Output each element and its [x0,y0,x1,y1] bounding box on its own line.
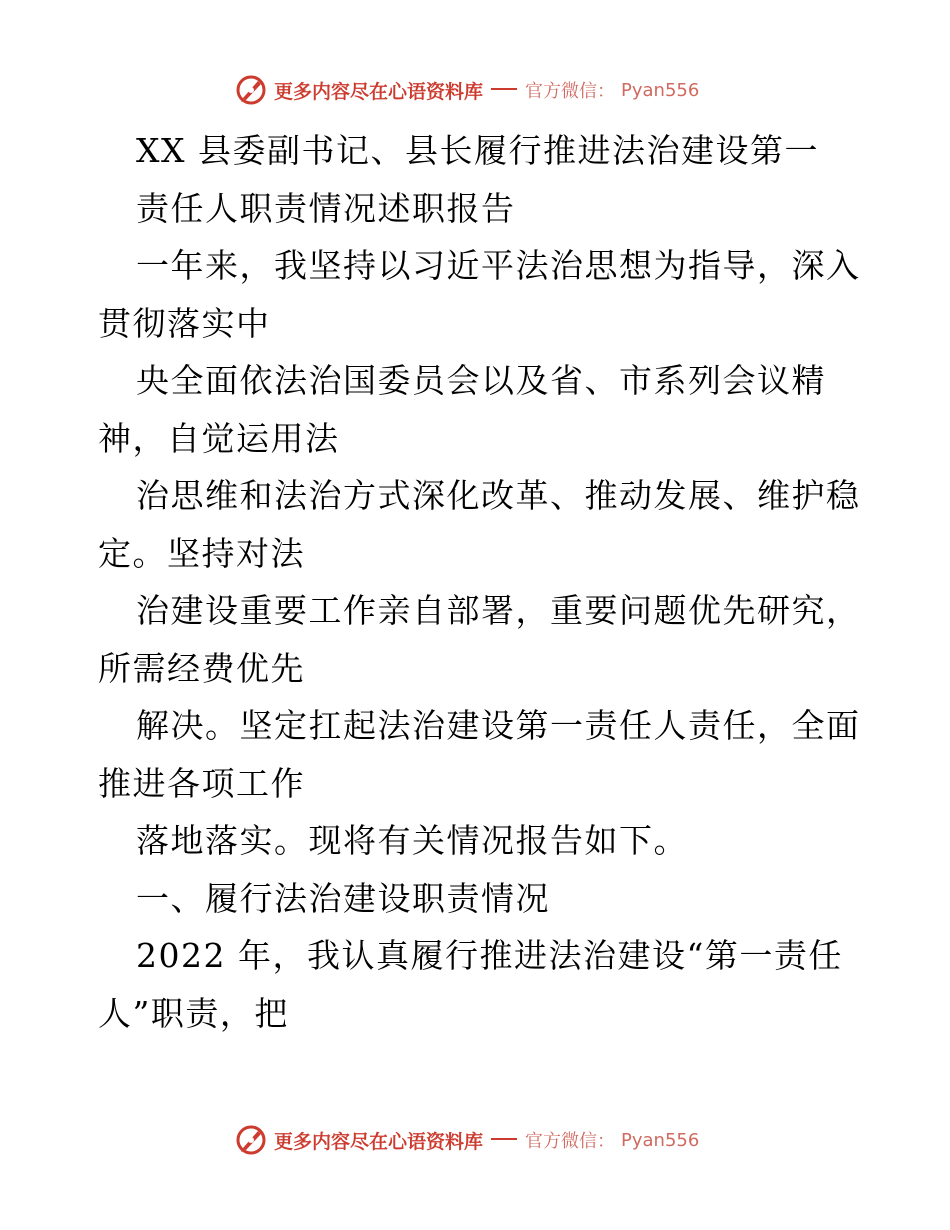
text-line: 所需经费优先 [98,648,305,688]
footer-watermark [234,1122,699,1158]
watermark-site-text: 更多内容尽在心语资料库 [274,80,484,103]
text-line: 治建设重要工作亲自部署，重要问题优先研究， [136,591,861,630]
text-line: 贯彻落实中 [98,303,271,343]
text-line: 人”职责，把 [98,993,289,1033]
section-heading: 一、履行法治建设职责情况 [136,878,550,918]
text-line: 央全面依法治国委员会以及省、市系列会议精 [136,361,826,400]
text-line: 神，自觉运用法 [98,418,340,458]
text-line: XX 县委副书记、县长履行推进法治建设第一 [136,131,819,170]
text-line: 一年来，我坚持以习近平法治思想为指导，深入 [136,246,861,285]
text-line: 推进各项工作 [98,763,305,803]
pen-logo-icon [234,1123,268,1157]
header-watermark [234,72,699,108]
document-body [98,122,861,1042]
text-line: 落地落实。现将有关情况报告如下。 [136,821,688,860]
watermark-site-text: 更多内容尽在心语资料库 [274,1130,484,1153]
watermark-wechat-id: Pyan556 [621,1129,700,1151]
watermark-wechat-id: Pyan556 [621,79,700,101]
watermark-wechat-label: 官方微信： [525,1131,616,1152]
watermark-wechat-label: 官方微信： [525,81,616,102]
text-line: 定。坚持对法 [98,533,305,573]
pen-logo-icon [234,73,268,107]
watermark-dash [491,88,517,90]
text-line: 解决。坚定扛起法治建设第一责任人责任，全面 [136,706,861,745]
watermark-dash [491,1138,517,1140]
text-line: 治思维和法治方式深化改革、推动发展、维护稳 [136,476,861,515]
text-line: 2022 年，我认真履行推进法治建设“第一责任 [136,936,843,975]
text-line: 责任人职责情况述职报告 [136,188,516,228]
